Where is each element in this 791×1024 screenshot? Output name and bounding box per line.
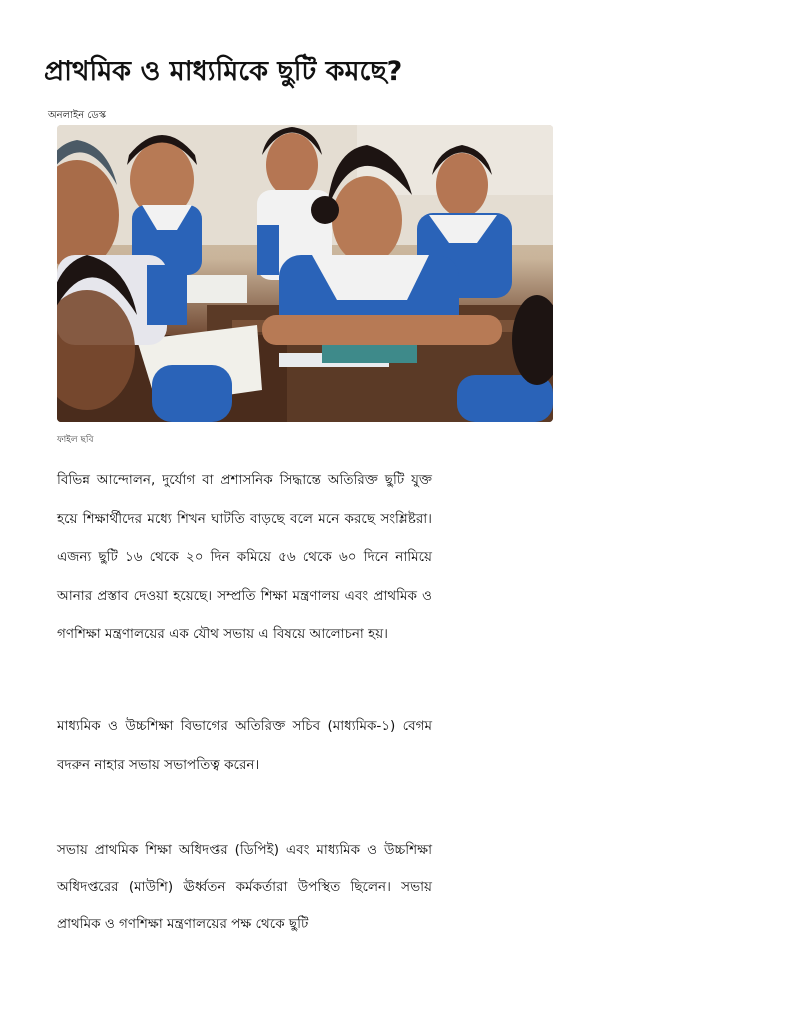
article-paragraph-1: বিভিন্ন আন্দোলন, দুর্যোগ বা প্রশাসনিক সিদ্ধান্তে অতিরিক্ত ছুটি যুক্ত হয়ে শিক্ষার্থীদের মধ্যে শিখন ঘাটতি বাড়ছে বলে মনে করছে সংশ্লিষ্টরা। এজন্য ছুটি ১৬ থেকে ২০ দিন কমিয়ে ৫৬ থেকে ৬০ দিনে নামিয়ে আনার প্রস্তাব দেওয়া হয়েছে। সম্প্রতি শিক্ষা মন্ত্রণালয় এবং প্রাথমিক ও গণশিক্ষা মন্ত্রণালয়ের এক যৌথ সভায় এ বিষয়ে আলোচনা হয়। [57,472,432,642]
article-byline: অনলাইন ডেস্ক [48,110,106,121]
article-headline: প্রাথমিক ও মাধ্যমিকে ছুটি কমছে? [44,56,403,87]
article-paragraph-2: মাধ্যমিক ও উচ্চশিক্ষা বিভাগের অতিরিক্ত সচিব (মাধ্যমিক-১) বেগম বদরুন নাহার সভায় সভাপতিত্ব করেন। [57,718,432,773]
article-photo [57,125,553,422]
classroom-photo-illustration [57,125,553,422]
image-caption: ফাইল ছবি [57,435,94,445]
article-paragraph-3: সভায় প্রাথমিক শিক্ষা অধিদপ্তর (ডিপিই) এবং মাধ্যমিক ও উচ্চশিক্ষা অধিদপ্তরের (মাউশি) ঊর্ধ্বতন কর্মকর্তারা উপস্থিত ছিলেন। সভায় প্রাথমিক ও গণশিক্ষা মন্ত্রণালয়ের পক্ষ থেকে ছুটি [57,842,432,932]
